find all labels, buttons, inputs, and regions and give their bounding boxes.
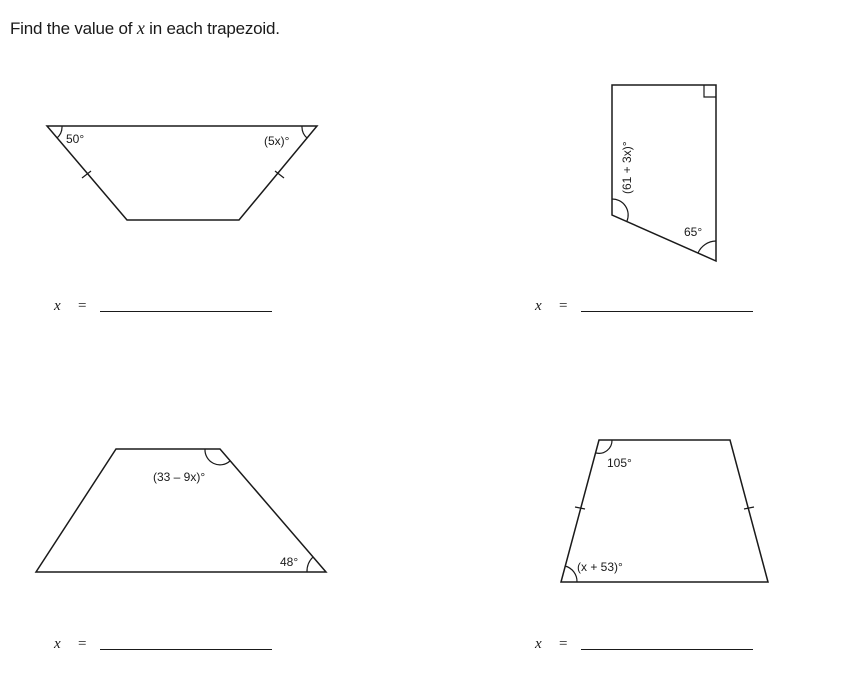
trapezoid-3-angle-label-48: 48° bbox=[280, 555, 299, 569]
trapezoid-1-angle-label-5x: (5x)° bbox=[264, 134, 290, 148]
trapezoid-2 bbox=[612, 85, 716, 261]
trapezoid-1 bbox=[47, 126, 317, 220]
trapezoid-4-angle-label-x-53: (x + 53)° bbox=[577, 560, 623, 574]
trapezoid-1-angle-arc-right bbox=[302, 126, 307, 138]
trapezoid-1-angle-arc-left bbox=[57, 126, 62, 138]
answer-2-blank[interactable] bbox=[581, 311, 753, 312]
answer-4-equals: = bbox=[559, 636, 568, 652]
trapezoid-3-outline bbox=[36, 449, 326, 572]
answer-1-blank[interactable] bbox=[100, 311, 272, 312]
trapezoid-4 bbox=[561, 440, 768, 582]
answer-4-variable: x bbox=[535, 636, 542, 652]
trapezoid-4-angle-label-105: 105° bbox=[607, 456, 632, 470]
trapezoid-3-angle-arc-bottom-right bbox=[307, 557, 313, 572]
trapezoid-2-angle-arc-bottom-right bbox=[698, 241, 716, 253]
trapezoid-1-angle-label-50: 50° bbox=[66, 132, 85, 146]
answer-3-blank[interactable] bbox=[100, 649, 272, 650]
instruction-suffix: in each trapezoid. bbox=[149, 19, 280, 38]
answer-2-variable: x bbox=[535, 298, 542, 314]
answer-1-equals: = bbox=[78, 298, 87, 314]
answer-2-equals: = bbox=[559, 298, 568, 314]
trapezoid-2-angle-label-65: 65° bbox=[684, 225, 703, 239]
instruction-variable: x bbox=[136, 18, 145, 38]
trapezoid-4-angle-arc-bottom-left bbox=[565, 566, 577, 582]
trapezoid-3 bbox=[36, 449, 326, 572]
trapezoid-3-angle-label-33-9x: (33 – 9x)° bbox=[153, 470, 206, 484]
answer-3-equals: = bbox=[78, 636, 87, 652]
answer-3-variable: x bbox=[54, 636, 61, 652]
trapezoid-2-angle-arc-bottom-left bbox=[612, 199, 628, 221]
instruction-prefix: Find the value of bbox=[10, 19, 133, 38]
trapezoid-2-angle-label-61-3x: (61 + 3x)° bbox=[620, 141, 634, 194]
answer-4-blank[interactable] bbox=[581, 649, 753, 650]
trapezoid-2-right-angle-mark bbox=[704, 85, 716, 97]
answer-1-variable: x bbox=[54, 298, 61, 314]
